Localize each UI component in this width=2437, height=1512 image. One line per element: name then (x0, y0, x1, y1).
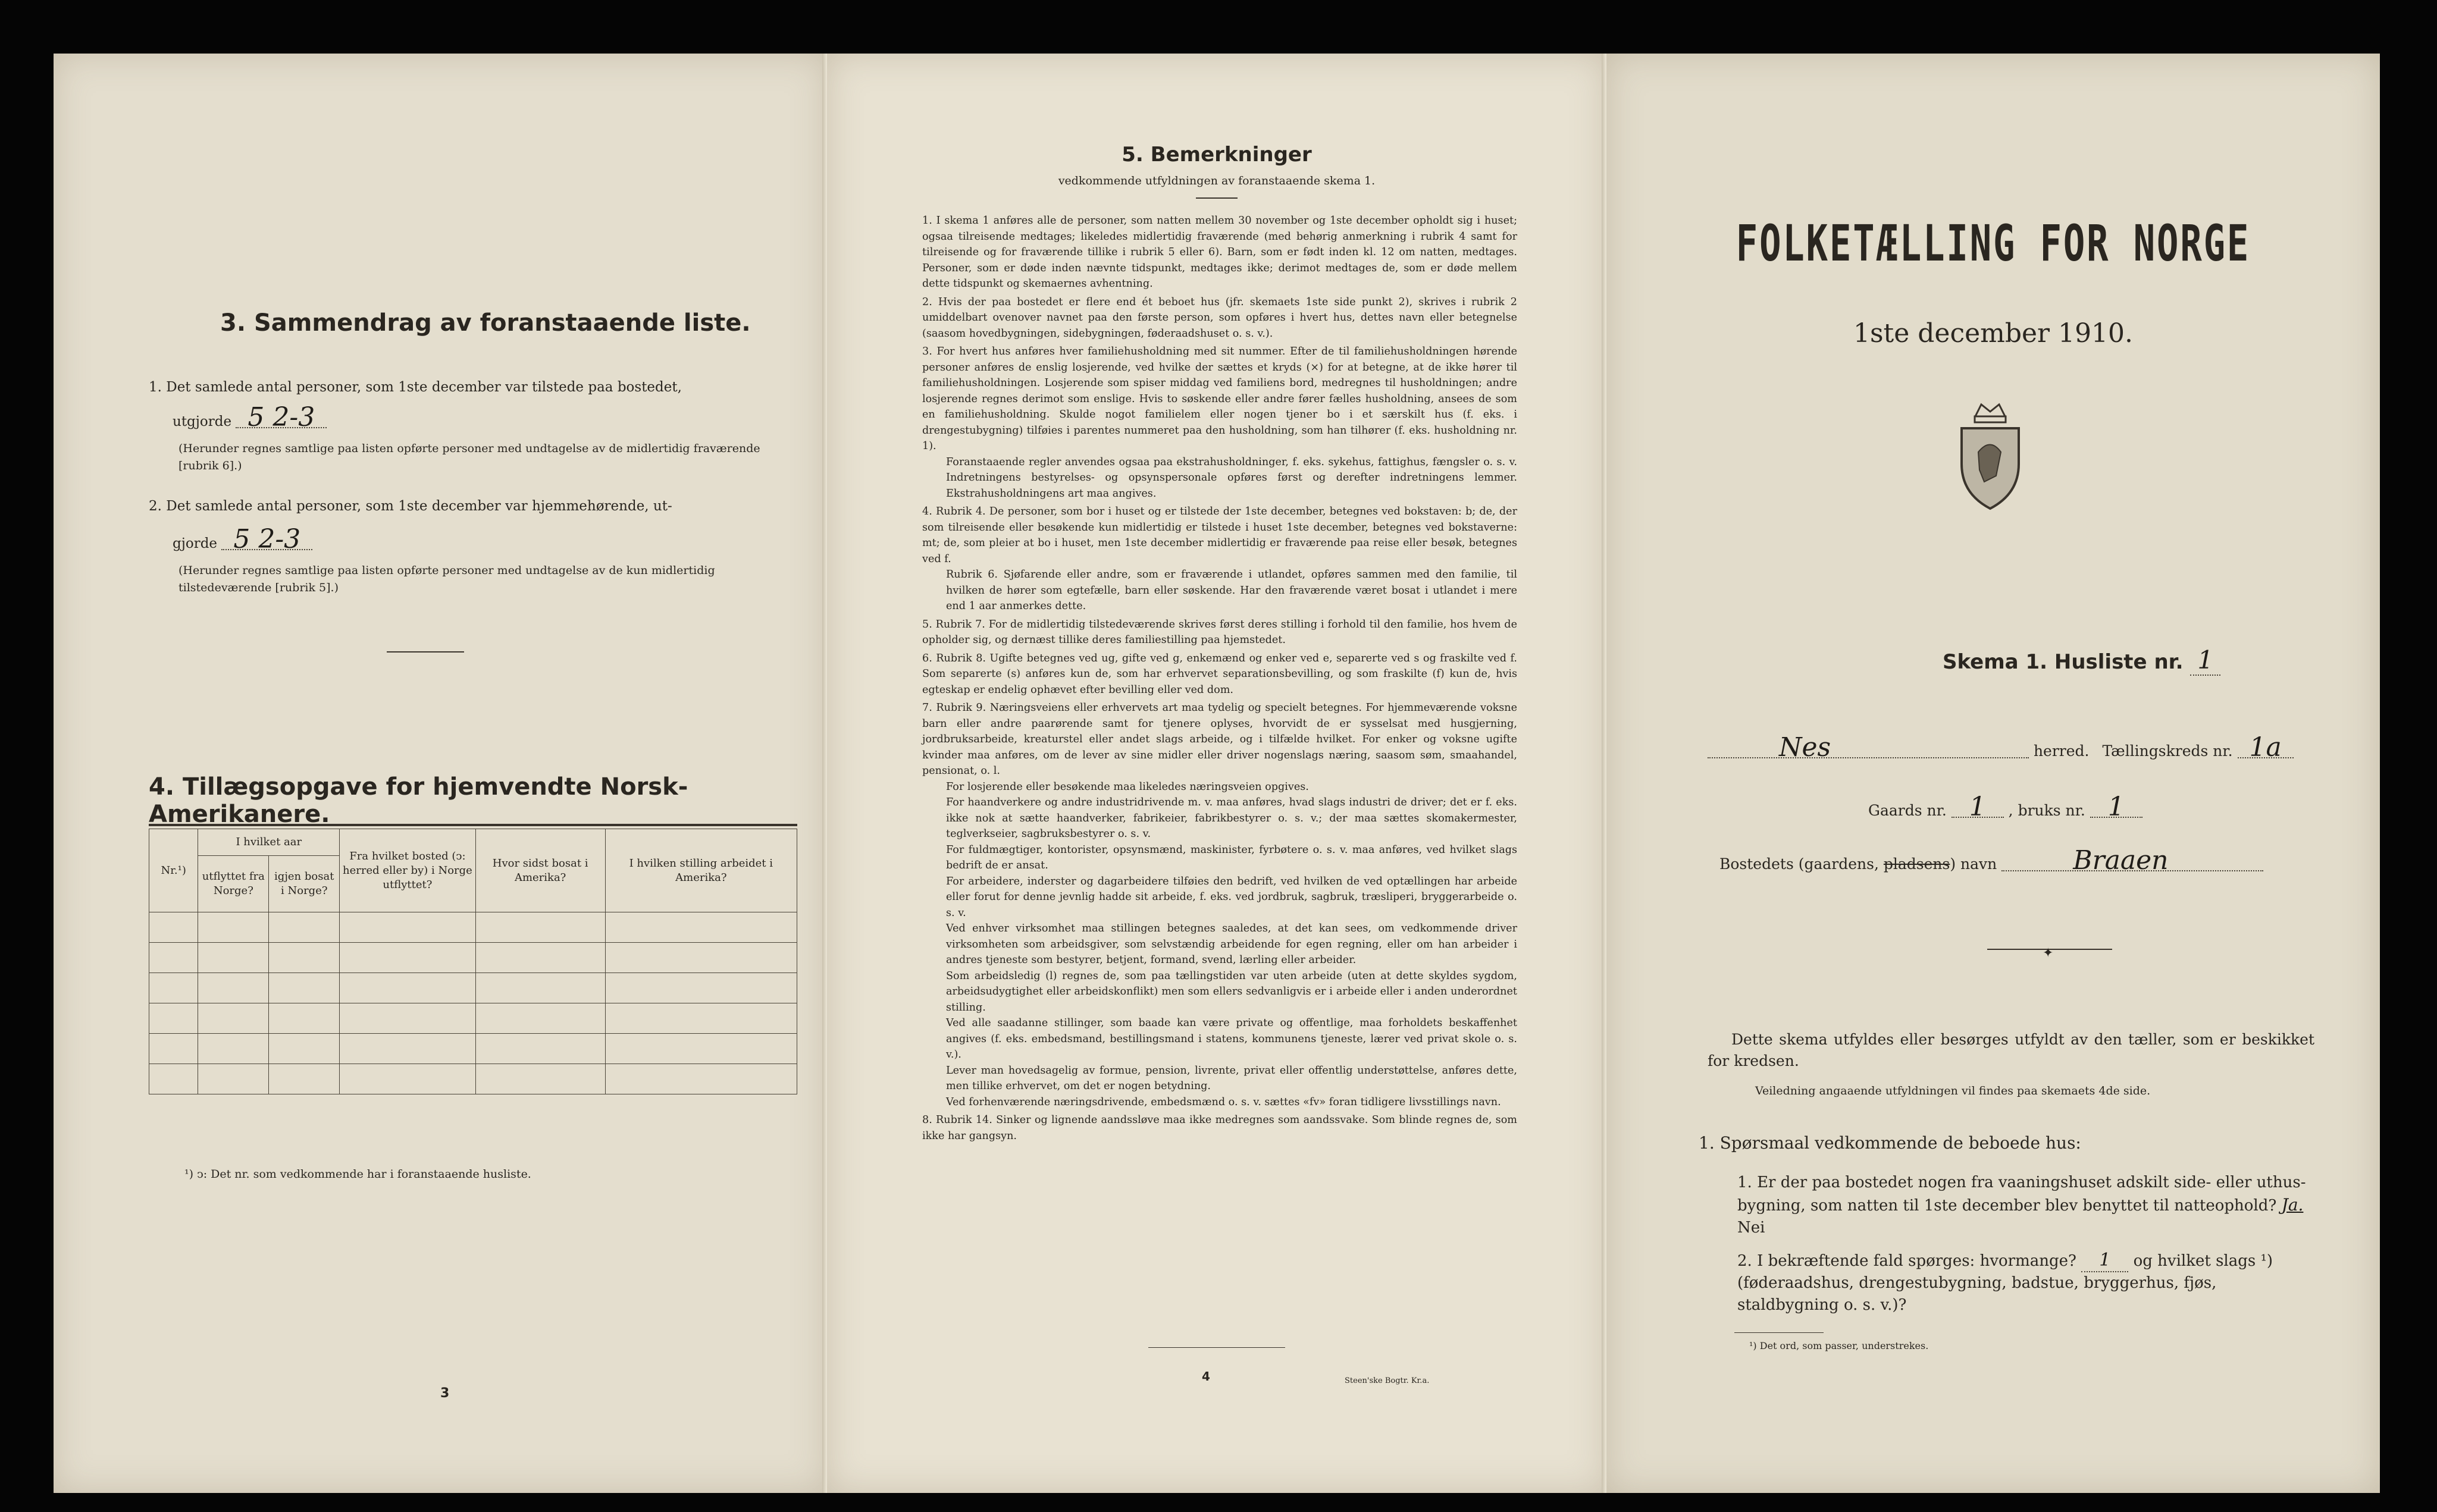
printer-mark: Steen'ske Bogtr. Kr.a. (1345, 1376, 1430, 1385)
s3-q1-note: (Herunder regnes samtlige paa listen opførte personer med undtagelse av de midlertidig fraværende [rubrik 6].) (178, 442, 760, 472)
page-right (1606, 54, 2380, 1493)
table-footnote: ¹) ↄ: Det nr. som vedkommende har i foranstaaende husliste. (184, 1168, 531, 1181)
gaard-label: Gaards nr. (1868, 802, 1947, 819)
census-date: 1ste december 1910. (1853, 318, 2134, 349)
bruk-number: 1 (2090, 797, 2142, 818)
col-group-year: I hvilket aar (198, 829, 340, 856)
table-row (149, 1003, 797, 1034)
instruction-2: Veiledning angaaende utfyldningen vil findes paa skemaets 4de side. (1755, 1084, 2151, 1097)
herred-label: herred. (2033, 742, 2090, 760)
s3-q2-prefix: gjorde (173, 536, 218, 551)
question-2-a: 2. I bekræftende fald spørges: hvormange? (1737, 1252, 2076, 1270)
remark-paragraph: For losjerende eller besøkende maa likeledes næringsveien opgives. (946, 780, 1309, 793)
remark-paragraph: 4. Rubrik 4. De personer, som bor i huset og er tilstede der 1ste december, betegnes ved bokstaven: b; de, der som tilreisende eller besøkende kun midlertidig er tilstede i huset 1ste december, betegnes ved bokstaverne: mt; de, som pleier at bo i huset, men 1ste december midlertidig er fraværende paa reise eller besøk, betegnes ved f. (922, 506, 1517, 565)
page-number: 3 (440, 1386, 450, 1401)
s3-q1-prefix: utgjorde (173, 414, 232, 429)
question-1: 1. Er der paa bostedet nogen fra vaaningshuset adskilt side- eller uthus-bygning, som natten til 1ste december blev benyttet til natteophold? (1737, 1174, 2306, 1215)
remark-paragraph: For arbeidere, inderster og dagarbeidere tilføies den bedrift, ved hvilken de ved optællingen har arbeide eller forut for denne jevnlig hadde sit arbeide, f. eks. ved jordbruk, sagbruk, træsliperi, bryggerarbeide o. s. v. (946, 875, 1517, 919)
document-title: FOLKETÆLLING FOR NORGE (1736, 214, 2251, 272)
table-row (149, 1064, 797, 1094)
instruction-1: Dette skema utfyldes eller besørges utfyldt av den tæller, som er beskikket for kredsen. (1708, 1031, 2314, 1069)
question-2-b: og hvilket slags ¹) (2133, 1252, 2273, 1270)
table-top-rule (149, 824, 797, 826)
table-row (149, 973, 797, 1003)
page-middle (827, 54, 1606, 1493)
section-3-title: 3. Sammendrag av foranstaaende liste. (220, 309, 751, 337)
remark-paragraph: Ved forhenværende næringsdrivende, embedsmænd o. s. v. sættes «fv» foran tidligere livsstillings navn. (946, 1096, 1501, 1108)
remark-paragraph: Lever man hovedsagelig av formue, pension, livrente, privat eller offentlig understøttelse, anføres dette, men tillike erhvervet, om det er nogen betydning. (946, 1064, 1517, 1092)
bosted-name: Braaen (2001, 851, 2263, 871)
q2-count: 1 (2081, 1249, 2128, 1272)
remarks-subtitle: vedkommende utfyldningen av foranstaaende skema 1. (1058, 174, 1376, 187)
s3-q2-note: (Herunder regnes samtlige paa listen opførte personer med undtagelse av de kun midlertidig tilstedeværende [rubrik 5].) (178, 564, 715, 594)
question-heading: 1. Spørsmaal vedkommende de beboede hus: (1699, 1133, 2081, 1153)
col-utflyttet: utflyttet fra Norge? (198, 856, 269, 912)
page-footnote: ¹) Det ord, som passer, understrekes. (1749, 1340, 1929, 1351)
bosted-label-struck: pladsens (1883, 855, 1950, 873)
section-4-title: 4. Tillægsopgave for hjemvendte Norsk-Amerikanere. (149, 773, 688, 828)
s3-q1-text: 1. Det samlede antal personer, som 1ste december var tilstede paa bostedet, (149, 379, 682, 395)
remark-paragraph: Rubrik 6. Sjøfarende eller andre, som er fraværende i utlandet, opføres sammen med den familie, til hvilken de hører som egtefælle, barn eller søskende. Har den fraværende været bosat i utlandet i mere end 1 aar anmerkes dette. (946, 569, 1517, 612)
husliste-label: Skema 1. Husliste nr. (1943, 650, 2184, 674)
norwegian-coat-of-arms-icon (1954, 399, 2026, 512)
page-number: 4 (1202, 1369, 1210, 1384)
bosted-label-end: ) navn (1950, 855, 1997, 873)
s3-q1-value: 5 2-3 (236, 407, 327, 428)
kreds-value: 1a (2238, 738, 2294, 758)
divider (1734, 1332, 1824, 1333)
remark-paragraph: Ved alle saadanne stillinger, som baade kan være private og offentlige, maa forholdets beskaffenhet angives (f. eks. embedsmand, bestillingsmand i statens, kommunens tjeneste, lærer ved privat skole o. s. v.). (946, 1017, 1517, 1061)
remark-paragraph: 7. Rubrik 9. Næringsveiens eller erhvervets art maa tydelig og specielt betegnes. For hjemmeværende voksne barn eller andre paarørende samt for tjenere oplyses, hvorvidt de er sysselsat med husgjerning, jordbruksarbeide, kreaturstel eller andet slags arbeide, og i tilfælde hvilket. For enker og voksne ugifte kvinder maa anføres, om de lever av sine midler eller driver nogenslags næring, saasom søm, smaahandel, pensionat, o. l. (922, 702, 1517, 777)
table-row (149, 912, 797, 943)
divider (1148, 1347, 1285, 1348)
col-stilling: I hvilken stilling arbeidet i Amerika? (605, 829, 797, 912)
col-nr: Nr.¹) (149, 829, 198, 912)
remarks-body (922, 213, 1517, 1144)
remark-paragraph: For haandverkere og andre industridrivende m. v. maa anføres, hvad slags industri de driver; det er f. eks. ikke nok at sætte haandverker, fabrikeier, fabrikbestyrer o. s. v.; der maa sættes skomakermester, teglverkseier, sagbruksbestyrer o. s. v. (946, 796, 1517, 840)
remark-paragraph: Foranstaaende regler anvendes ogsaa paa ekstrahusholdninger, f. eks. sykehus, fattighus, fængsler o. s. v. Indretningens bestyrelses- og opsynspersonale opføres først og derefter indretningens lemmer. Ekstrahusholdningens art maa angives. (946, 456, 1517, 500)
q1-answer-ja: Ja. (2281, 1195, 2304, 1215)
gaard-number: 1 (1952, 797, 2004, 818)
question-2-c: (føderaadshus, drengestubygning, badstue, bryggerhus, fjøs, staldbygning o. s. v.)? (1737, 1274, 2217, 1314)
remark-paragraph: For fuldmægtiger, kontorister, opsynsmænd, maskinister, fyrbøtere o. s. v. maa anføres, ved hvilket slags bedrift de er ansat. (946, 843, 1517, 871)
remark-paragraph: 3. For hvert hus anføres hver familiehusholdning med sit nummer. Efter de til familiehusholdningen hørende personer anføres de enslig losjerende, ved hvilke der sættes et kryds (×) for at betegne, at de ikke hører til familiehusholdningen. Losjerende som spiser middag ved familiens bord, medregnes til husholdningen; andre losjerende regnes derimot som enslige. Hvis to søskende eller andre fører fælles husholdning, ansees de som en familiehusholdning. Skulde nogot familielem eller nogen tjener bo i et særskilt hus (f. eks. i drengestubygning) tilføies i parentes nummeret paa den husholdning, som han tilhører (f. eks. husholdning nr. 1). (922, 346, 1517, 452)
bruk-label: , bruks nr. (2008, 802, 2085, 819)
s3-q2-text: 2. Det samlede antal personer, som 1ste december var hjemmehørende, ut- (149, 498, 672, 514)
bosted-label: Bostedets (gaardens, (1719, 855, 1879, 873)
q1-answer-nei: Nei (1737, 1219, 1765, 1237)
s3-q2-value: 5 2-3 (221, 529, 312, 550)
remark-paragraph: Som arbeidsledig (l) regnes de, som paa tællingstiden var uten arbeide (uten at dette skyldes sygdom, arbeidsudygtighet eller arbeidskonflikt) men som ellers sedvanligvis er i arbeide eller i anden underordnet stilling. (946, 970, 1517, 1014)
remark-paragraph: Ved enhver virksomhet maa stillingen betegnes saaledes, at det kan sees, om vedkommende driver virksomheten som arbeidsgiver, som selvstændig arbeidende for egen regning, eller om han arbeider i andres tjeneste som bestyrer, betjent, formand, svend, lærling eller arbeider. (946, 923, 1517, 966)
divider (1196, 197, 1238, 199)
col-igjen: igjen bosat i Norge? (269, 856, 340, 912)
ornament-icon: ✦ (2043, 946, 2054, 961)
table-row (149, 943, 797, 973)
kreds-label: Tællingskreds nr. (2102, 742, 2233, 760)
col-fra: Fra hvilket bosted (ↄ: herred eller by) i Norge utflyttet? (340, 829, 475, 912)
remark-paragraph: 2. Hvis der paa bostedet er flere end ét beboet hus (jfr. skemaets 1ste side punkt 2), skrives i rubrik 2 umiddelbart ovenover navnet paa den første person, som opføres i hvert hus, dettes navn eller betegnelse (saasom hovedbygningen, sidebygningen, føderaadshuset o. s. v.). (922, 296, 1517, 340)
page-left (54, 54, 827, 1493)
herred-value: Nes (1708, 738, 2029, 758)
remark-paragraph: 6. Rubrik 8. Ugifte betegnes ved ug, gifte ved g, enkemænd og enker ved e, separerte ved s og fraskilte ved f. Som separerte (s) anføres kun de, som har erhvervet separationsbevilling, og som fraskilte (f) kun de, hvis egteskap er endelig ophævet efter bevilling eller ved dom. (922, 652, 1517, 696)
table-row (149, 1034, 797, 1064)
husliste-number: 1 (2190, 645, 2220, 676)
remark-paragraph: 5. Rubrik 7. For de midlertidig tilstedeværende skrives først deres stilling i forhold til den familie, hos hvem de opholder sig, og dernæst tillike deres familiestilling paa hjemstedet. (922, 618, 1517, 646)
remark-paragraph: 1. I skema 1 anføres alle de personer, som natten mellem 30 november og 1ste december opholdt sig i huset; ogsaa tilreisende medtages; likeledes midlertidig fraværende (med behørig anmerkning i rubrik 4 samt for tilreisende og for fraværende tillike i rubrik 5 eller 6). Barn, som er født inden kl. 12 om natten, medtages. Personer, som er døde inden nævnte tidspunkt, medtages ikke; derimot medtages de, som er døde mellem dette tidspunkt og skemaernes avhentning. (922, 215, 1517, 290)
norsk-amerikaner-table (149, 829, 797, 1094)
divider (387, 651, 464, 653)
remark-paragraph: 8. Rubrik 14. Sinker og lignende aandssløve maa ikke medregnes som aandssvake. Som blinde regnes de, som ikke har gangsyn. (922, 1114, 1517, 1142)
col-hvor: Hvor sidst bosat i Amerika? (475, 829, 605, 912)
remarks-title: 5. Bemerkninger (1122, 143, 1312, 167)
